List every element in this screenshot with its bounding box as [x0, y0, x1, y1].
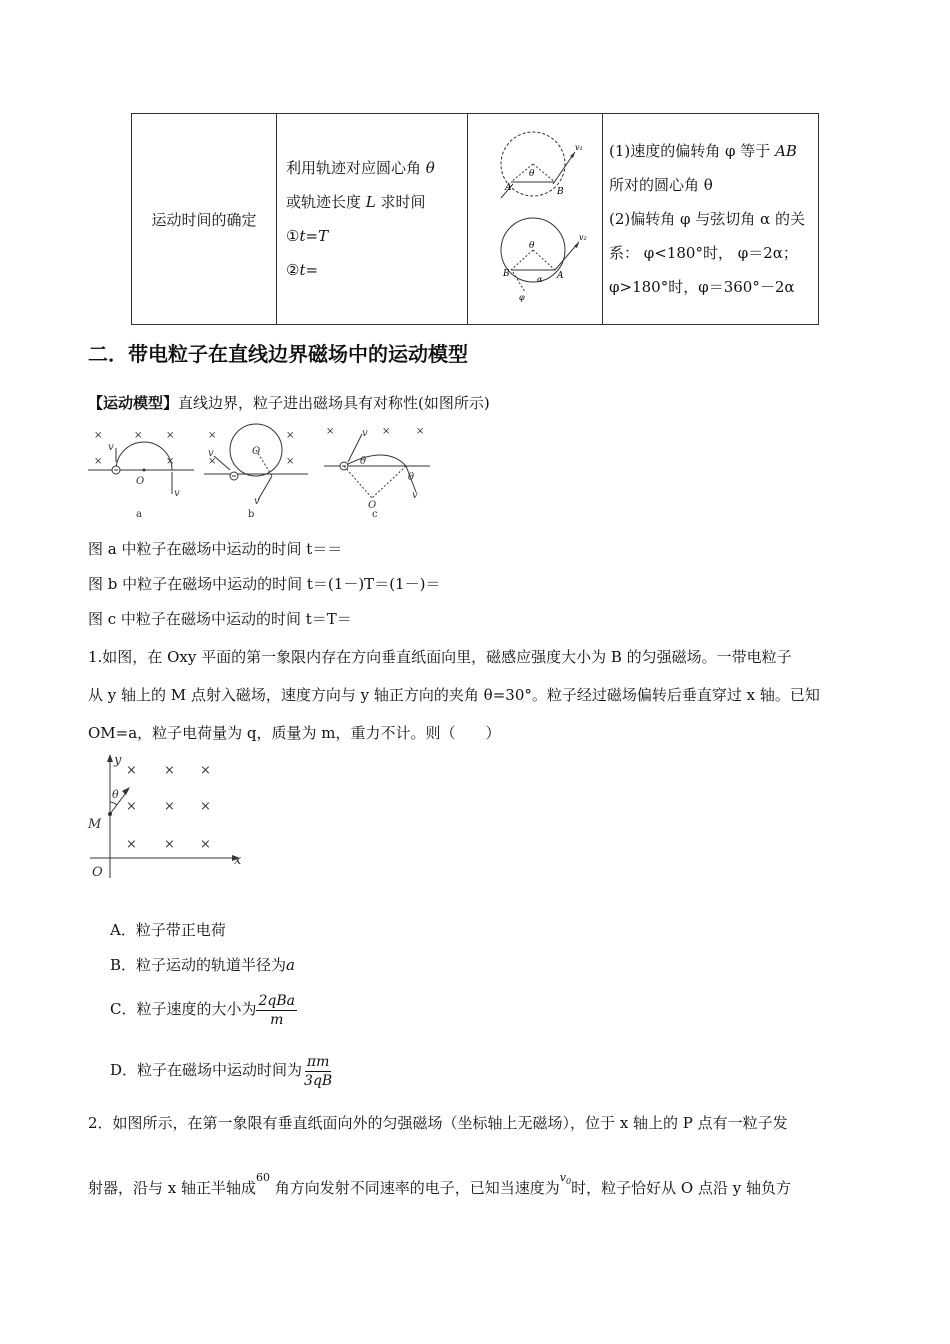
svg-text:θ: θ	[529, 169, 535, 179]
svg-text:θ: θ	[408, 472, 415, 483]
svg-text:y: y	[114, 753, 122, 768]
q2-line2	[88, 1171, 791, 1204]
table-cell-method: 利用轨迹对应圆心角 θ 或轨迹长度 L 求时间 ①t=T ②t=	[277, 114, 468, 325]
svg-text:×: ×	[164, 799, 175, 814]
figure-a-label: a	[136, 509, 142, 520]
svg-text:v: v	[362, 428, 368, 439]
v-symbol: v	[559, 1171, 567, 1184]
svg-text:v: v	[412, 490, 418, 501]
q1-option-a: A．粒子带正电荷	[110, 921, 226, 939]
q2-angle: 60	[256, 1171, 270, 1184]
svg-text:×: ×	[208, 456, 217, 467]
svg-text:×: ×	[286, 456, 295, 467]
svg-text:×: ×	[166, 430, 175, 441]
svg-text:×: ×	[326, 426, 335, 437]
arc-label: AB	[775, 142, 797, 160]
eq-sign: =	[305, 261, 319, 279]
svg-text:v: v	[208, 448, 214, 459]
model-line	[88, 393, 490, 413]
svg-text:O: O	[92, 865, 103, 880]
frac-num: πm	[306, 1053, 330, 1070]
figure-b-label: b	[248, 509, 255, 520]
svg-text:×: ×	[200, 837, 211, 852]
svg-text:A: A	[505, 183, 512, 193]
table-cell-title	[132, 114, 277, 325]
svg-text:×: ×	[94, 430, 103, 441]
q1-figure	[86, 752, 256, 882]
time-line-c: 图 c 中粒子在磁场中运动的时间 t＝T＝	[88, 610, 352, 628]
q1-option-d	[110, 1048, 334, 1092]
model-tag: 【运动模型】	[88, 394, 179, 412]
figure-b	[204, 424, 308, 520]
svg-text:O: O	[368, 500, 377, 511]
svg-text:×: ×	[94, 456, 103, 467]
time-line-a: 图 a 中粒子在磁场中运动的时间 t＝＝	[88, 540, 343, 558]
q2-line2-part2: 角方向发射不同速率的电子，已知当速度为	[274, 1179, 560, 1197]
svg-text:×: ×	[126, 799, 137, 814]
option-d-text: D．粒子在磁场中运动时间为	[110, 1061, 303, 1079]
q1-line1: 1.如图，在 Oxy 平面的第一象限内存在方向垂直纸面向里，磁感应强度大小为 B 的匀强磁场。一带电粒子	[88, 648, 792, 666]
conclusion-line5: φ>180°时，φ＝360°－2α	[609, 278, 795, 296]
svg-text:×: ×	[416, 426, 425, 437]
svg-text:O: O	[252, 446, 261, 457]
q1-option-b	[110, 955, 295, 975]
motion-time-table	[131, 113, 819, 325]
svg-text:v: v	[254, 496, 260, 507]
q2-line2-part1: 射器，沿与 x 轴正半轴成	[88, 1179, 256, 1197]
frac-num: 2qBa	[258, 992, 295, 1009]
svg-text:v₂: v₂	[579, 233, 587, 242]
figure-c	[324, 426, 430, 520]
conclusion-line1: (1)速度的偏转角 φ 等于	[609, 142, 771, 160]
svg-text:×: ×	[200, 799, 211, 814]
svg-text:v: v	[174, 488, 180, 499]
svg-text:×: ×	[164, 837, 175, 852]
conclusion-line2: 所对的圆心角 θ	[609, 176, 713, 194]
svg-text:θ: θ	[529, 241, 535, 251]
svg-text:θ: θ	[360, 456, 367, 467]
svg-text:×: ×	[382, 426, 391, 437]
svg-text:θ: θ	[112, 788, 119, 801]
svg-text:×: ×	[134, 430, 143, 441]
option-b-var: a	[286, 956, 295, 974]
svg-text:×: ×	[208, 430, 217, 441]
conclusion-line3: (2)偏转角 φ 与弦切角 α 的关	[609, 210, 805, 228]
deflection-figure	[475, 122, 595, 312]
svg-text:B: B	[503, 269, 510, 279]
option-c-text: C．粒子速度的大小为	[110, 1000, 257, 1018]
method-formula2: ②	[286, 261, 300, 279]
eq-sign: =	[305, 227, 319, 245]
table-cell-figure	[468, 114, 603, 325]
time-line-b: 图 b 中粒子在磁场中运动的时间 t＝(1－)T＝(1－)＝	[88, 575, 441, 593]
q1-line3: OM=a，粒子电荷量为 q，质量为 m，重力不计。则（ ）	[88, 724, 501, 742]
method-line2: 或轨迹长度	[286, 193, 362, 211]
q2-v0	[559, 1171, 572, 1187]
svg-text:M: M	[88, 817, 102, 832]
cell-title-text: 运动时间的确定	[151, 210, 257, 229]
figure-a	[88, 430, 194, 520]
boundary-figures	[86, 422, 446, 522]
svg-text:v₁: v₁	[575, 143, 583, 152]
option-d-fraction	[302, 1053, 334, 1090]
method-formula1: ①	[286, 227, 300, 245]
q1-option-c	[110, 987, 297, 1031]
svg-text:φ: φ	[519, 293, 525, 302]
table-cell-conclusion	[603, 114, 819, 325]
svg-text:×: ×	[164, 763, 175, 778]
svg-text:×: ×	[286, 430, 295, 441]
svg-text:×: ×	[126, 763, 137, 778]
frac-den: 3qB	[304, 1072, 333, 1089]
svg-text:x: x	[234, 853, 242, 868]
svg-text:O: O	[136, 476, 145, 487]
q2-line1: 2．如图所示，在第一象限有垂直纸面向外的匀强磁场（坐标轴上无磁场），位于 x 轴上的 P 点有一粒子发	[88, 1114, 788, 1132]
svg-text:×: ×	[126, 837, 137, 852]
svg-text:×: ×	[166, 456, 175, 467]
svg-text:B: B	[557, 187, 564, 197]
q1-line2: 从 y 轴上的 M 点射入磁场，速度方向与 y 轴正方向的夹角 θ=30°。粒子经过磁场偏转后垂直穿过 x 轴。已知	[88, 686, 820, 704]
frac-den: m	[270, 1011, 284, 1028]
q2-line2-part3: 时，粒子恰好从 O 点沿 y 轴负方	[571, 1179, 791, 1197]
svg-text:×: ×	[200, 763, 211, 778]
svg-text:v: v	[108, 442, 114, 453]
svg-text:A: A	[557, 271, 564, 281]
model-text: 直线边界，粒子进出磁场具有对称性(如图所示)	[178, 394, 490, 412]
figure-c-label: c	[372, 509, 378, 520]
method-line2b: 求时间	[380, 193, 426, 211]
option-b-text: B．粒子运动的轨道半径为	[110, 956, 287, 974]
option-c-fraction	[256, 992, 297, 1029]
section-title: 二．带电粒子在直线边界磁场中的运动模型	[88, 342, 468, 366]
conclusion-line4: 系： φ<180°时， φ＝2α；	[609, 244, 798, 262]
svg-text:α: α	[537, 275, 543, 284]
method-line1: 利用轨迹对应圆心角	[286, 159, 422, 177]
v-subscript: 0	[566, 1177, 572, 1187]
